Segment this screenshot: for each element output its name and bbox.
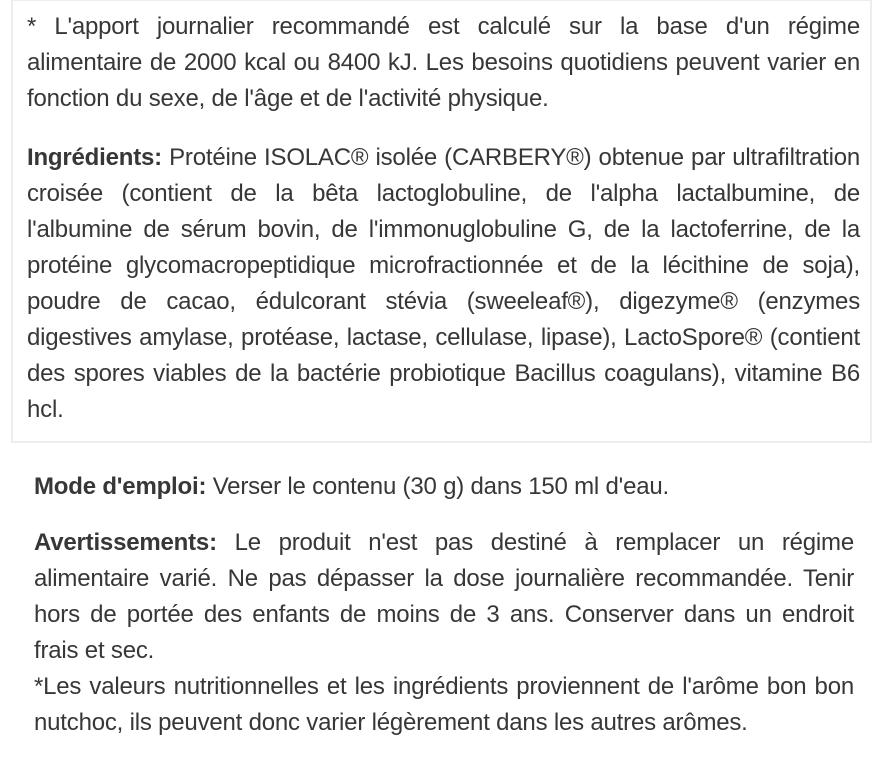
usage-text: Verser le contenu (30 g) dans 150 ml d'eau. bbox=[212, 473, 669, 500]
ingredients-label: Ingrédients: bbox=[27, 144, 162, 171]
flavor-variation-note bbox=[34, 669, 854, 741]
daily-intake-note-text: * L'apport journalier recommandé est calculé sur la base d'un régime alimentaire de 2000 kcal ou 8400 kJ. Les besoins quotidiens peuvent varier en fonction du sexe, de l'âge et de l'activité physique. bbox=[27, 13, 860, 112]
usage-and-warnings-section bbox=[34, 469, 854, 741]
usage-instructions bbox=[34, 469, 854, 505]
usage-label: Mode d'emploi: bbox=[34, 473, 207, 500]
flavor-variation-note-text: *Les valeurs nutritionnelles et les ingrédients proviennent de l'arôme bon bon nutchoc, ils peuvent donc varier légèrement dans les autres arômes. bbox=[34, 673, 854, 736]
warnings-label: Avertissements: bbox=[34, 529, 217, 556]
warnings-text: Le produit n'est pas destiné à remplacer un régime alimentaire varié. Ne pas dépasser la dose journalière recommandée. Tenir hors de portée des enfants de moins de 3 ans. Conserver dans un endroit frais et sec. bbox=[34, 529, 854, 664]
ingredients-text: Protéine ISOLAC® isolée (CARBERY®) obtenue par ultrafiltration croisée (contient de la bêta lactoglobuline, de l'alpha lactalbumine, de l'albumine de sérum bovin, de l'immonuglobuline G, de la lactoferrine, de la protéine glycomacropeptidique microfractionnée et de la lécithine de soja), poudre de cacao, édulcorant stévia (sweeleaf®), digezyme® (enzymes digestives amylase, protéase, lactase, cellulase, lipase), LactoSpore® (contient des spores viables de la bactérie probiotique Bacillus coagulans), vitamine B6 hcl. bbox=[27, 144, 861, 423]
warnings-paragraph bbox=[34, 525, 854, 669]
daily-intake-note bbox=[27, 9, 860, 117]
ingredients-paragraph bbox=[27, 140, 860, 428]
nutrition-info-box bbox=[11, 0, 872, 443]
